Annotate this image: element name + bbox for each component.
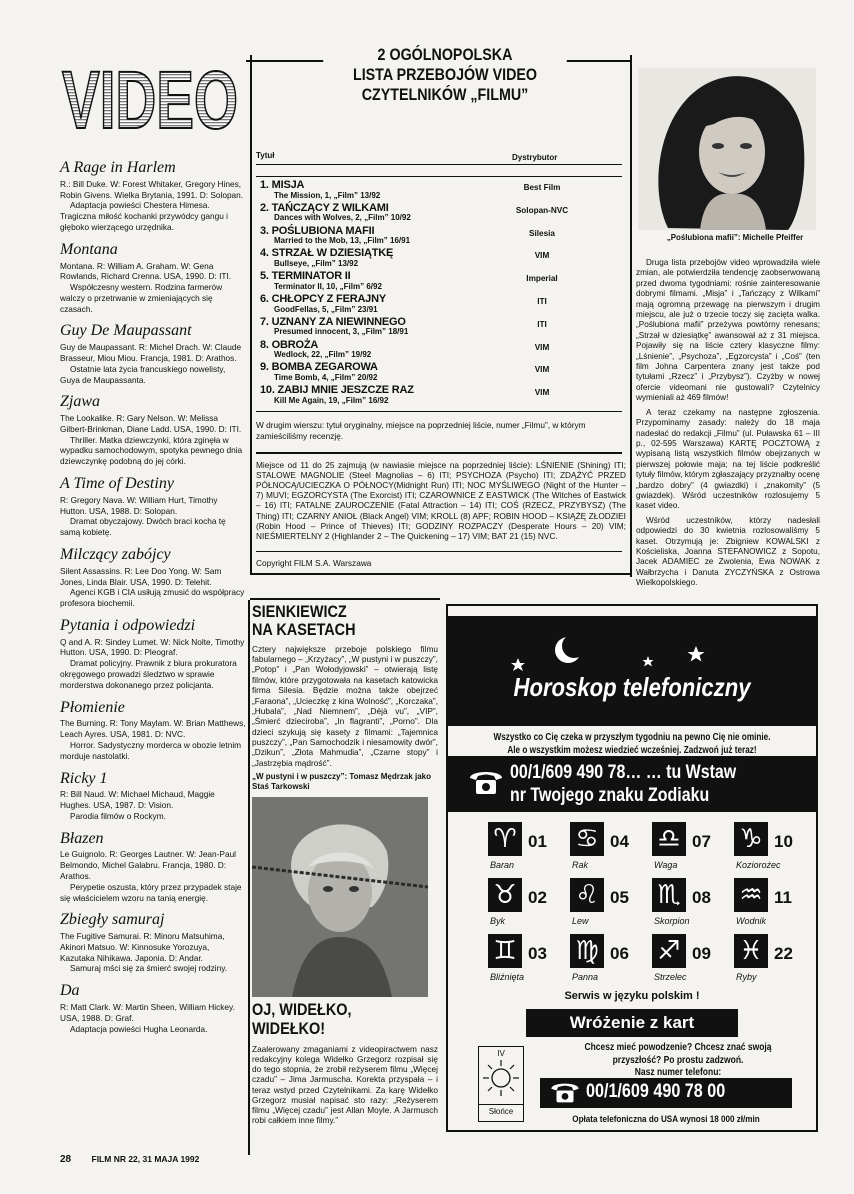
- ranking-entry-original: The Mission, 1, „Film” 13/92: [274, 190, 381, 200]
- review-description: Perypetie oszusta, który przez przypadek staje się właścicielem wzoru na tanią energię.: [60, 881, 242, 903]
- zodiac-number: 04: [610, 832, 629, 851]
- ranking-entry-title: 6. CHŁOPCY Z FERAJNY: [260, 293, 386, 305]
- horoscope-phone-banner: [448, 756, 816, 812]
- ranking-entry-original: Terminator II, 10, „Film” 6/92: [274, 281, 382, 291]
- ranking-entry: [260, 248, 620, 268]
- headline-line: SIENKIEWICZ: [252, 602, 347, 621]
- intro-line: Wszystko co Cię czeka w przyszłym tygodniu na pewno Cię nie ominie.: [493, 732, 771, 743]
- ranking-entry: [260, 317, 620, 337]
- zodiac-name: Baran: [490, 860, 515, 870]
- ranking-entry-distributor: VIM: [534, 342, 550, 352]
- review-item: [60, 547, 246, 609]
- ranking-rule: [256, 164, 622, 165]
- review-description: Parodia filmów o Rockym.: [70, 810, 166, 821]
- horoscope-banner: [448, 616, 816, 726]
- telephone-icon: [548, 1080, 582, 1106]
- zodiac-name: Panna: [572, 972, 599, 982]
- zodiac-name: Koziorożec: [736, 860, 781, 870]
- zodiac-name: Rak: [572, 860, 589, 870]
- ranking-entry-original: Married to the Mob, 13, „Film” 16/91: [274, 236, 411, 246]
- zodiac-symbol-icon: ♈: [488, 822, 522, 856]
- review-credits: R: Gregory Nava. W: William Hurt, Timothy Hutton. USA, 1988. D: Solopan.: [60, 494, 218, 516]
- review-title: A Rage in Harlem: [60, 159, 176, 176]
- sienkiewicz-body: Cztery największe przeboje polskiego filmu fabularnego – „Krzyżacy”, „W pustyni i w puszczy”, „Potop” i „Pan Wołodyjowski” – otwierają listę filmów, które przygotowała na kasetach katowicka firma Silesia. Będzie można także obejrzeć „Faraona”, „Ucieczkę z kina Wolność”, „Korczaka”, „Hubala”, „Nad Niemnem”, „Déjà vu”, „VIP”, „Śmierć dzieciroba”, „In flagranti”, „Porno”. Dla dzieci szykują się kasety z filmami: „Tajemnica puszczy”, „Pan Samochodzik i niesamowity dwór”, „Dzikun”, „Złota Mahmudia”, „Czarne stopy” i „Jastrzębia mądrość”.: [252, 643, 438, 768]
- ranking-entry-original: Wedlock, 22, „Film” 19/92: [274, 350, 372, 360]
- zodiac-number: 09: [692, 944, 711, 963]
- review-credits: R.: Bill Duke. W: Forest Whitaker, Gregory Hines, Robin Givens. Wielka Brytania, 1991. D: Solopan.: [60, 178, 244, 200]
- ranking-entry: [260, 362, 620, 382]
- review-description: Agenci KGB i CIA usiłują zmusić do współpracy profesora biochemii.: [60, 587, 245, 609]
- review-item: [60, 618, 246, 691]
- review-credits: Montana. R: William A. Graham. W: Gena Rowlands, Richard Crenna. USA, 1990. D: ITI.: [60, 260, 232, 282]
- horoscope-advert: [446, 604, 818, 1132]
- zodiac-number: 22: [774, 944, 793, 963]
- horoscope-intro: [481, 732, 783, 757]
- service-language-note: Serwis w języku polskim !: [564, 990, 700, 1002]
- ranking-entry: [260, 340, 620, 360]
- review-credits: The Burning. R: Tony Maylam. W: Brian Matthews, Leach Ayres. USA, 1981. D: NVC.: [60, 718, 246, 740]
- section-rule: [250, 598, 440, 600]
- sun-icon: [481, 1058, 521, 1098]
- ranking-entry: [260, 226, 620, 246]
- sienkiewicz-headline: [252, 603, 410, 640]
- widelko-body: Zaalerowany zmaganiami z videopiractwem nasz redakcyjny kolega Widełko Grzegorz rozpisał się do tego stopnia, że zrobił reżyserem filmu „Więcej czadu” – Jima Jarmuscha. Korekta przyspała – i teraz wstyd przed Czytelnikami. Za karę Widełko Grzegorz musiał napisać sto razy: „Reżyserem filmu „Więcej czadu” jest Allan Moyle. A Jarmusch robi całkiem inne filmy.”: [252, 1044, 438, 1125]
- ranking-entry-title: 7. UZNANY ZA NIEWINNEGO: [260, 315, 406, 328]
- ranking-entry: [260, 271, 620, 291]
- review-title: Błazen: [60, 829, 104, 847]
- ranking-title: [323, 45, 567, 105]
- zodiac-number: 08: [692, 888, 711, 907]
- zodiac-symbol-icon: ♎: [652, 822, 686, 856]
- card-reading-phone-banner: [540, 1078, 792, 1108]
- review-item: [60, 323, 246, 385]
- tarot-label: Słońce: [479, 1104, 523, 1116]
- zodiac-symbol-icon: ♉: [488, 878, 522, 912]
- question-line: Nasz numer telefonu:: [634, 1067, 722, 1078]
- tarot-roman-numeral: IV: [497, 1049, 505, 1058]
- review-title: Montana: [60, 240, 118, 258]
- ranking-entry-title: 2. TAŃCZĄCY Z WILKAMI: [260, 201, 389, 214]
- ranking-rule: [256, 176, 622, 177]
- review-credits: Le Guignolo. R: Georges Lautner. W: Jean-Paul Belmondo, Michel Galabru. Francja, 1980. D: Arathos.: [60, 849, 237, 881]
- ranking-entry-distributor: ITI: [537, 319, 547, 329]
- review-title: Pytania i odpowiedzi: [60, 616, 196, 634]
- telephone-icon: [466, 768, 506, 798]
- ranking-title-line-2: LISTA PRZEBOJÓW VIDEO: [352, 65, 538, 85]
- zodiac-symbol-icon: ♋: [570, 822, 604, 856]
- card-reading-questions: [576, 1042, 780, 1080]
- ranking-entry-distributor: VIM: [534, 251, 550, 261]
- review-item: [60, 394, 246, 467]
- ranking-commentary: [636, 258, 820, 589]
- zodiac-number: 05: [610, 888, 629, 907]
- ranking-entry-distributor: VIM: [534, 365, 550, 375]
- review-item: [60, 242, 246, 315]
- zodiac-symbol-icon: ♊: [488, 934, 522, 968]
- ranking-entry-title: 8. OBROŻA: [260, 338, 319, 351]
- review-description: Horror. Sadystyczny morderca w obozie letnim morduje nastolatki.: [60, 739, 242, 761]
- ranking-entry: [260, 294, 620, 314]
- review-title: Zbiegły samuraj: [60, 911, 165, 929]
- ranking-entry-title: 4. STRZAŁ W DZIESIĄTKĘ: [260, 247, 394, 260]
- ranking-entry-title: 1. MISJA: [260, 179, 305, 191]
- video-logo-text: VIDEO: [62, 55, 238, 146]
- review-title: Płomienie: [60, 698, 125, 716]
- widelko-article: [252, 1000, 438, 1125]
- review-item: [60, 700, 246, 762]
- zodiac-number: 03: [528, 944, 547, 963]
- sienkiewicz-article: [252, 603, 438, 768]
- ranking-title-line-1: 2 OGÓLNOPOLSKA: [377, 45, 513, 64]
- review-credits: Guy de Maupassant. R: Michel Drach. W: Claude Brasseur, Miou Miou. Francja, 1981. D: Arathos.: [60, 342, 242, 363]
- zodiac-name: Bliźnięta: [490, 972, 525, 982]
- review-item: [60, 476, 246, 538]
- ranking-note: W drugim wierszu: tytuł oryginalny, miejsce na poprzedniej liście, numer „Filmu”, w którym zamieściliśmy recenzję.: [256, 420, 586, 441]
- zodiac-symbol-icon: ♍: [570, 934, 604, 968]
- zodiac-name: Byk: [490, 916, 506, 926]
- column-divider: [248, 600, 250, 1155]
- review-credits: R: Matt Clark. W: Martin Sheen, William Hickey. USA, 1988. D: Graf.: [60, 1002, 235, 1023]
- column-divider: [630, 55, 632, 577]
- ranking-entry-distributor: VIM: [534, 388, 550, 398]
- ranking-title-line-3: CZYTELNIKÓW „FILMU”: [361, 85, 529, 105]
- zodiac-name: Wodnik: [736, 916, 767, 926]
- zodiac-number: 11: [774, 888, 792, 907]
- review-title: Guy De Maupassant: [60, 322, 192, 340]
- headline-line: NA KASETACH: [252, 620, 356, 640]
- commentary-paragraph: A teraz czekamy na następne zgłoszenia. Przypominamy zasady: należy do 18 maja nadesłać do redakcji „Filmu” (ul. Puławska 61 – III p., 02-595 Warszawa) KARTĘ POCZTOWĄ z wypisaną listą wszystkich filmów obejrzanych w pierwszej połowie maja; na tej liście podkreślić tytuły filmów, którym zgłaszający przyznałby ocenę „bardzo dobry” (4 gwiazdki) i „znakomity” (5 gwiazdek). Wśród uczestników rozlosujemy 5 kaset video.: [636, 407, 820, 511]
- zodiac-symbol-icon: ♓: [734, 934, 768, 968]
- zodiac-symbol-icon: ♌: [570, 878, 604, 912]
- ranking-entry: [260, 385, 620, 405]
- card-reading-banner: Wróżenie z kart: [526, 1009, 738, 1037]
- review-description: Adaptacja powieści Hugha Leonarda.: [70, 1023, 208, 1034]
- column-distributor-header: Dystrybutor: [512, 153, 558, 162]
- ranking-entry-title: 9. BOMBA ZEGAROWA: [260, 361, 378, 374]
- video-logo: [60, 55, 240, 146]
- review-description: Ostatnie lata życia francuskiego nowelisty, Guya de Maupassanta.: [60, 363, 226, 385]
- zodiac-name: Lew: [572, 916, 589, 926]
- review-credits: Q and A. R: Sindey Lumet. W: Nick Nolte, Timothy Hutton. USA, 1990. D: Pleograf.: [60, 636, 245, 658]
- ranking-entry-original: Presumed innocent, 3, „Film” 18/91: [274, 327, 409, 337]
- zodiac-name: Ryby: [736, 972, 757, 982]
- intro-line: Ale o wszystkim możesz wiedzieć wcześniej. Zadzwoń już teraz!: [507, 744, 757, 756]
- review-title: Milczący zabójcy: [60, 545, 171, 563]
- ranking-entry-title: 3. POŚLUBIONA MAFII: [260, 224, 375, 237]
- column-title-header: Tytuł: [256, 151, 275, 160]
- ranking-entry-title: 10. ZABIJ MNIE JESZCZE RAZ: [260, 384, 414, 397]
- ranking-entry-distributor: Imperial: [526, 274, 558, 284]
- review-title: Ricky 1: [60, 769, 108, 787]
- horoscope-title: Horoskop telefoniczny: [513, 672, 751, 702]
- headline-line: WIDEŁKO!: [252, 1019, 326, 1039]
- zodiac-symbol-icon: ♑: [734, 822, 768, 856]
- review-description: Dramat obyczajowy. Dwóch braci kocha tę samą kobietę.: [60, 516, 226, 538]
- review-description: Samuraj mści się za śmierć swojej rodziny.: [70, 963, 228, 974]
- copyright-note: Copyright FILM S.A. Warszawa: [256, 558, 372, 568]
- ranking-entry: [260, 180, 620, 200]
- sun-tarot-card: [478, 1046, 524, 1122]
- question-line: przyszłość? Po prostu zadzwoń.: [612, 1054, 744, 1066]
- ranking-entry-distributor: Best Film: [523, 183, 561, 192]
- review-item: [60, 831, 246, 904]
- zodiac-symbol-icon: ♐: [652, 934, 686, 968]
- phone-line: nr Twojego znaku Zodiaku: [510, 784, 710, 806]
- ranking-rule: [256, 452, 622, 454]
- review-credits: R: Bill Naud. W: Michael Michaud, Maggie Hughes. USA, 1987. D: Vision.: [60, 789, 215, 811]
- issue-info: FILM NR 22, 31 MAJA 1992: [91, 1154, 200, 1164]
- photo-caption: „W pustyni i w puszczy”: Tomasz Mędrzak jako Staś Tarkowski: [252, 772, 431, 791]
- review-item: [60, 160, 246, 233]
- headline-line: OJ, WIDEŁKO,: [252, 1000, 352, 1019]
- ranking-entry-distributor: Silesia: [529, 228, 555, 238]
- page-number: 28: [60, 1154, 72, 1165]
- review-credits: The Lookalike. R: Gary Nelson. W: Melissa Gilbert-Brinkman, Diane Ladd. USA, 1990. D: ITI.: [60, 413, 242, 434]
- review-description: Dramat policyjny. Prawnik z biura prokuratora okręgowego prowadzi śledztwo w sprawie morderstwa dokonanego przez policjanta.: [60, 658, 237, 690]
- commentary-paragraph: Druga lista przebojów video wprowadziła wiele zmian, ale potwierdziła tendencję zaobserwowaną przed dwoma tygodniami: rośnie zainteresowanie dobrymi filmami. „Misja” i „Tańczący z Wilkami” mają ogromną przewagę na pierwszym i drugim miejscu, ale już o trzecie toczy się zacięta walka. „Poślubiona mafii” przeżywa powtórny renesans; „Strzał w dziesiątkę” awansował aż z 31 miejsca. Pojawiły się na liście cztery klasyczne filmy: „Lśnienie”, „Psychoza”, „Egzorcysta” i „Coś” (ten film Johna Carpentera znany jest także pod tytułami „Rzecz” i „Przybysz”). Czyżby w nowej ofercie videomani nie gustowali? Czytelnicy wymieniali aż 469 filmów!: [636, 258, 820, 403]
- review-item: [60, 983, 246, 1034]
- horoscope-phone-number: [510, 762, 736, 808]
- reviews-column: [60, 160, 246, 1043]
- ranking-entry: [260, 203, 620, 223]
- ranking-entry-distributor: ITI: [537, 297, 547, 306]
- ranking-entry-original: Kill Me Again, 19, „Film” 16/92: [274, 395, 389, 405]
- photo-caption: „Poślubiona mafii”: Michelle Pfeiffer: [666, 233, 804, 242]
- review-description: Thriller. Matka dziewczynki, która zginęła w wypadku samochodowym, spotyka pewnego dnia dziewczynkę podobną do jej córki.: [60, 434, 243, 467]
- zodiac-name: Strzelec: [654, 972, 687, 982]
- zodiac-name: Waga: [654, 860, 678, 870]
- review-title: A Time of Destiny: [60, 475, 174, 493]
- review-credits: The Fugitive Samurai. R: Minoru Matsuhima, Akinori Matsuo. W: Kinnosuke Yorozuya, Kazutaka Nihikawa. Japonia. D: Andar.: [60, 931, 225, 963]
- ranking-entry-original: Bullseye, „Film” 13/92: [274, 258, 359, 268]
- review-description: Adaptacja powieści Chestera Himesa. Tragiczna miłość kochanki przywódcy gangu i głęboko wierzącego urzędnika.: [60, 200, 229, 232]
- zodiac-symbol-icon: ♒: [734, 878, 768, 912]
- call-fee-note: Opłata telefoniczna do USA wynosi 18 000 zł/min: [572, 1114, 760, 1124]
- ranking-entry-original: GoodFellas, 5, „Film” 23/91: [274, 304, 378, 314]
- zodiac-number: 02: [528, 888, 547, 907]
- ranking-rule: [256, 411, 622, 412]
- stars-moon-icon: [448, 616, 816, 672]
- review-title: Da: [60, 982, 80, 1000]
- michelle-pfeiffer-photo: [638, 68, 816, 230]
- zodiac-number: 10: [774, 832, 793, 851]
- ranking-entry-distributor: Solopan-NVC: [515, 205, 569, 215]
- phone-line: 00/1/609 490 78… … tu Wstaw: [510, 762, 737, 783]
- zodiac-number: 07: [692, 832, 711, 851]
- ranking-entry-original: Time Bomb, 4, „Film” 20/92: [274, 372, 378, 382]
- review-item: [60, 912, 246, 974]
- widelko-headline: [252, 1000, 410, 1038]
- zodiac-name: Skorpion: [654, 916, 690, 926]
- review-description: Współczesny western. Rodzina farmerów walczy o przetrwanie w zmieniających się czasach.: [60, 282, 223, 314]
- ranking-rule: [256, 551, 622, 552]
- review-credits: Silent Assassins. R: Lee Doo Yong. W: Sam Jones, Linda Blair. USA, 1990. D: Telehit.: [60, 565, 222, 587]
- card-reading-phone-number: 00/1/609 490 78 00: [586, 1081, 726, 1102]
- page-footer: [60, 1154, 199, 1165]
- review-title: Zjawa: [60, 393, 101, 411]
- zodiac-number: 06: [610, 944, 629, 963]
- ranking-entry-original: Dances with Wolves, 2, „Film” 10/92: [274, 213, 411, 223]
- zodiac-number: 01: [528, 832, 547, 851]
- ranking-entry-title: 5. TERMINATOR II: [260, 270, 351, 283]
- zodiac-symbol-icon: ♏: [652, 878, 686, 912]
- tomasz-medrzak-photo: [252, 797, 428, 997]
- ranking-places-11-25: Miejsce od 11 do 25 zajmują (w nawiasie miejsce na poprzedniej liście): LŚNIENIE (Shining) ITI; STALOWE MAGNOLIE (Steel Magnolias – 6) ITI; PSYCHOZA (Psycho) ITI; ZDĄŻYĆ PRZED PÓŁNOCĄ/UCIECZKA O PÓŁNOCY(Midnight Run) ITI; NOC MYŚLIWEGO (Night of the Hunter – 7) MUVI; EGZORCYSTA (The Exorcist) ITI; CZAROWNICE Z EASTWICK (The Witches of Eastwick – 16) ITI; FATALNE ZAUROCZENIE (Fatal Attraction – 14) ITI; COŚ (RZECZ, PRZYBYSZ) (The Thing) ITI; CZARNY ANIOŁ (Black Angel) VIM; KROLL (8) APF; ROBIN HOOD – KSIĄŻĘ ZŁODZIEI (Robin Hood – Prince of Thieves) ITI; GODZINY ROZPACZY (Desperate Hours – 20) VIM; NIEŚMIERTELNY 2 (Highlander 2 – The Quickening – 17) VIM; BAT 21 (15) NVC.: [256, 460, 626, 541]
- question-line: Chcesz mieć powodzenie? Chcesz znać swoją: [584, 1042, 772, 1053]
- commentary-paragraph: Wśród uczestników, którzy nadesłali odpowiedzi do 30 kwietnia rozlosowaliśmy 5 kaset. Otrzymują je: Zbigniew KOWALSKI z Kościeliska, Joanna STEFANOWICZ z Sopotu, Jacek ADAMIEC ze Zwolenia, Ewa NOWAK z Wałbrzycha i Danuta ZYCZYŃSKA z Ostrowa Wielkopolskiego.: [636, 515, 820, 588]
- review-item: [60, 771, 246, 822]
